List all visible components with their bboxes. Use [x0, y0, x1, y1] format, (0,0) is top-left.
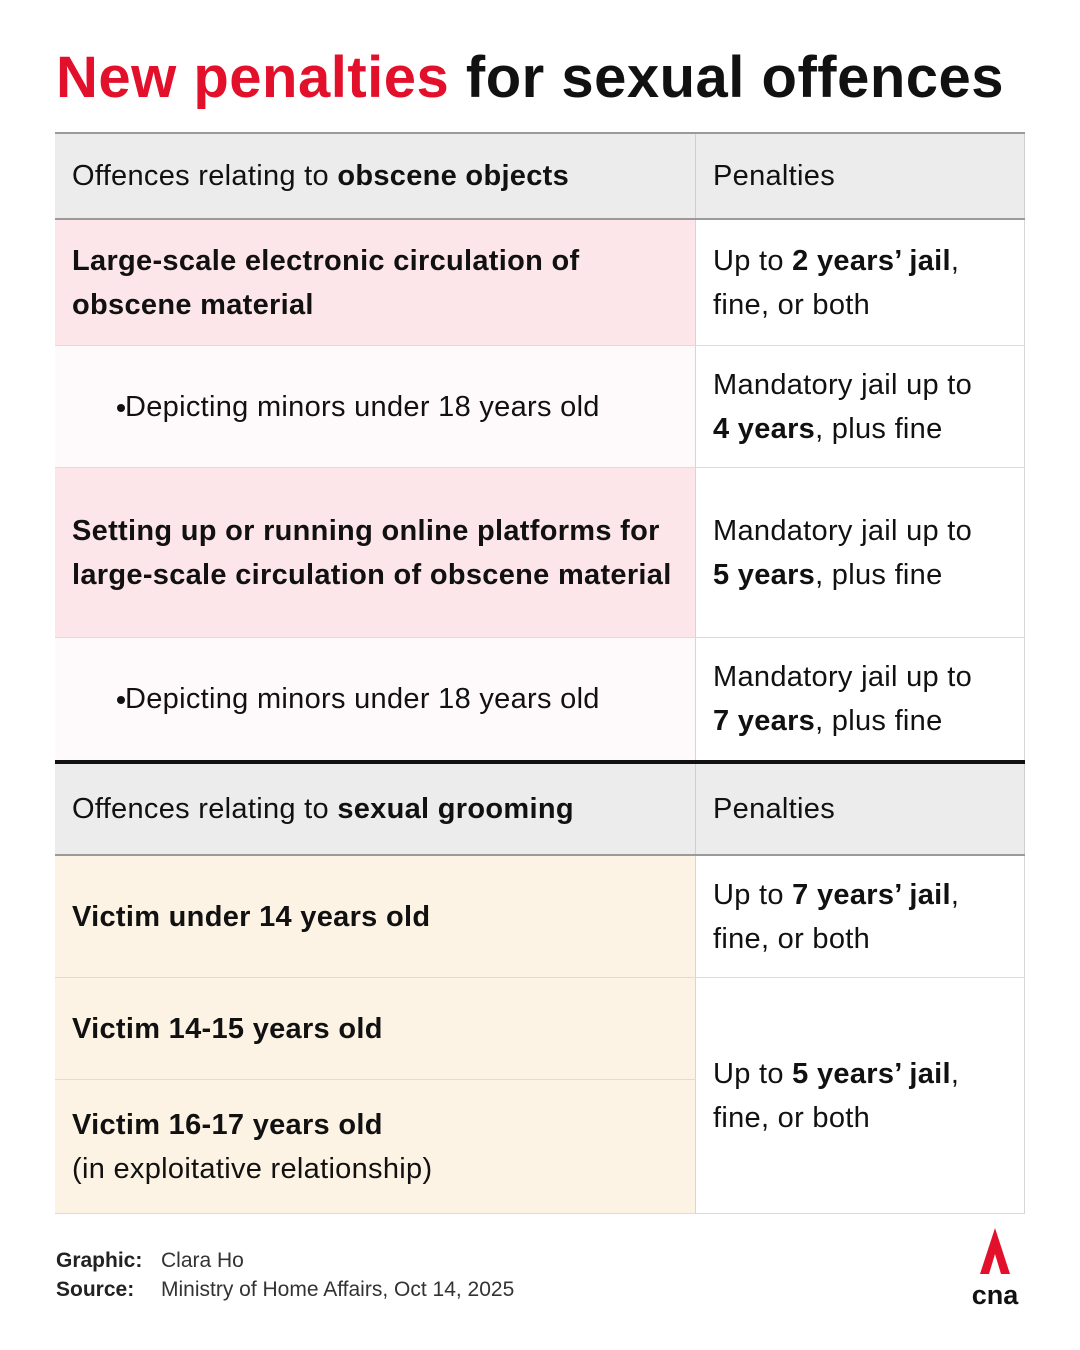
- source-credit: Source: Ministry of Home Affairs, Oct 14, 2025: [56, 1278, 515, 1301]
- penalties-table: [55, 132, 1025, 1214]
- offence-cell: [55, 346, 696, 467]
- offence-cell: Victim 16-17 years old (in exploitative relationship): [55, 1080, 696, 1213]
- graphic-credit: Graphic: Clara Ho: [56, 1249, 244, 1272]
- offence-cell: [55, 638, 696, 760]
- penalty-cell: Mandatory jail up to 4 years, plus fine: [696, 346, 1025, 467]
- cna-logo-icon: [962, 1226, 1028, 1308]
- table-row: [55, 468, 1025, 638]
- penalties-header: Penalties: [696, 134, 1025, 218]
- sexual-grooming-header-row: [55, 760, 1025, 856]
- obscene-objects-header-row: [55, 132, 1025, 220]
- table-row: [55, 856, 1025, 978]
- penalty-cell: Mandatory jail up to 5 years, plus fine: [696, 468, 1025, 637]
- offence-note: (in exploitative relationship): [72, 1152, 433, 1185]
- penalty-cell: Mandatory jail up to 7 years, plus fine: [696, 638, 1025, 760]
- sub-offence-text: Depicting minors under 18 years old: [125, 390, 600, 423]
- title-rest: for sexual offences: [449, 45, 1005, 110]
- table-row: [55, 638, 1025, 760]
- offence-cell: Setting up or running online platforms for large-scale circulation of obscene material: [55, 468, 696, 637]
- offence-cell: Large-scale electronic circulation of obscene material: [55, 220, 696, 345]
- sexual-grooming-header-bold: sexual grooming: [337, 793, 574, 825]
- merged-penalty-cell: Up to 5 years’ jail, fine, or both: [696, 978, 1025, 1214]
- penalties-header: Penalties: [696, 764, 1025, 854]
- obscene-objects-header-bold: obscene objects: [337, 160, 570, 192]
- offence-cell: Victim under 14 years old: [55, 856, 696, 977]
- table-row: [55, 346, 1025, 468]
- obscene-objects-header: Offences relating to obscene objects: [55, 134, 696, 218]
- credits: [56, 1246, 514, 1304]
- penalty-cell: Up to 7 years’ jail, fine, or both: [696, 856, 1025, 977]
- title-accent: New penalties: [56, 45, 450, 110]
- page-title: [56, 40, 1004, 116]
- table-row: [55, 220, 1025, 346]
- logo-text: cna: [971, 1280, 1019, 1308]
- sexual-grooming-header: Offences relating to sexual grooming: [55, 764, 696, 854]
- sub-offence-text: Depicting minors under 18 years old: [125, 683, 600, 715]
- penalty-cell: Up to 2 years’ jail, fine, or both: [696, 220, 1025, 345]
- offence-cell: Victim 14-15 years old: [55, 978, 696, 1080]
